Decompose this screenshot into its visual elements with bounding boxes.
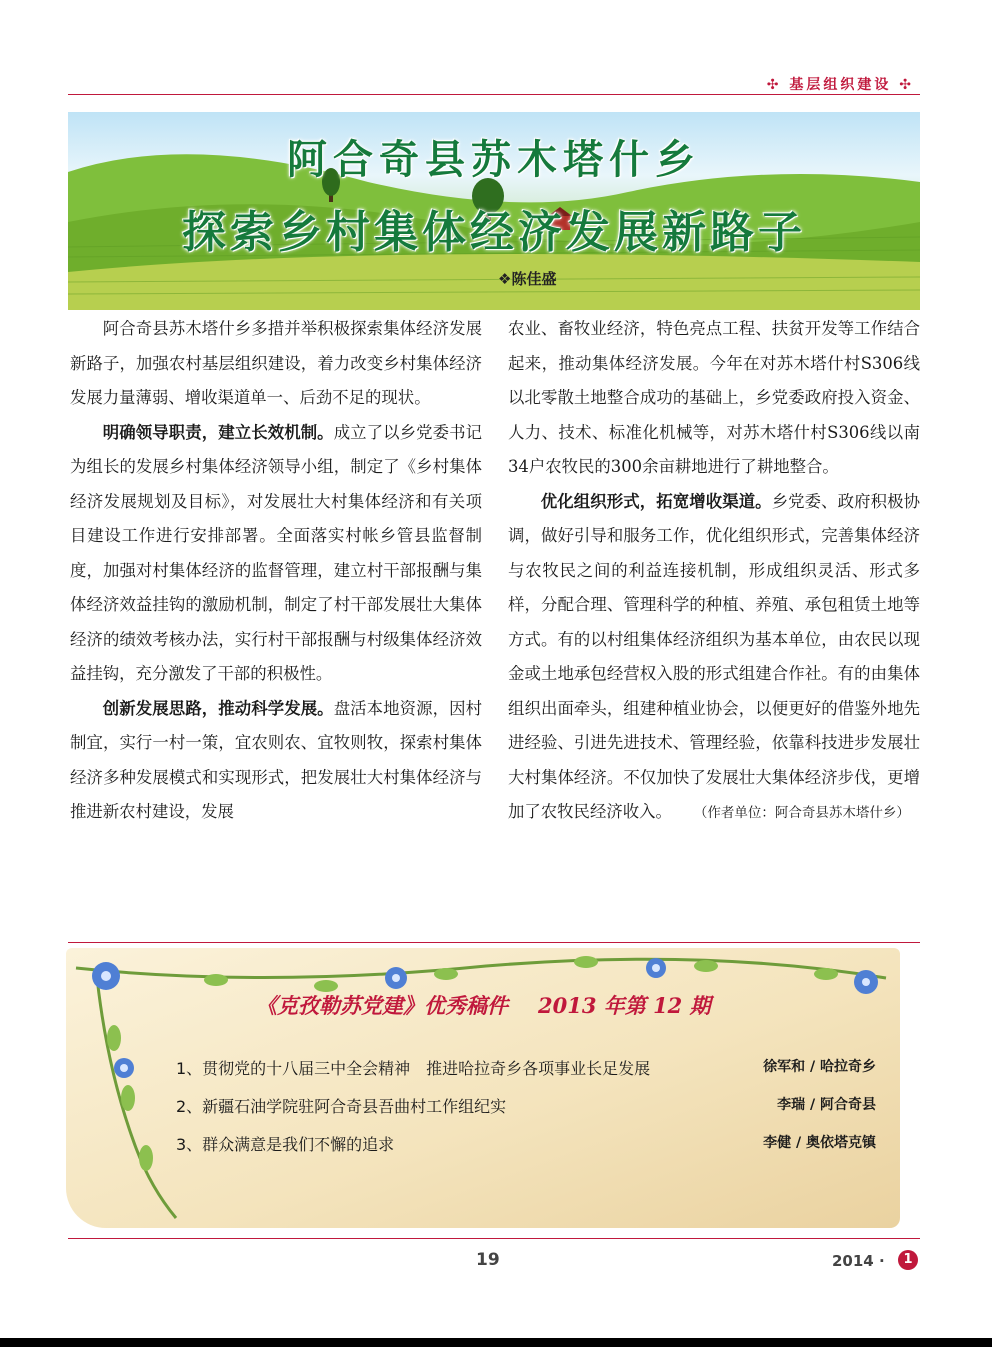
paragraph-intro: 阿合奇县苏木塔什乡多措并举积极探索集体经济发展新路子，加强农村基层组织建设，着力改变乡村集体经济发展力量薄弱、增收渠道单一、后劲不足的现状。: [70, 319, 482, 407]
issue-year: 2014 ·: [832, 1252, 885, 1270]
paragraph-innovation-cont: 农业、畜牧业经济，特色亮点工程、扶贫开发等工作结合起来，推动集体经济发展。今年在对苏木塔什村S306线以北零散土地整合成功的基础上，乡党委政府投入资金、人力、技术、标准化机械等，对苏木塔什村S306线以南34户农牧民的300余亩耕地进行了耕地整合。: [508, 319, 920, 476]
list-item-author: 李瑞 / 阿合奇县: [777, 1097, 876, 1113]
list-item-title: 3、群众满意是我们不懈的追求: [176, 1135, 395, 1154]
title-banner: [68, 112, 920, 310]
section-tag: ✣ 基层组织建设 ✣: [766, 77, 914, 93]
page-number: 19: [476, 1250, 500, 1270]
box-title-text: 《克孜勒苏党建》优秀稿件: [256, 993, 508, 1018]
list-item-title: 1、贯彻党的十八届三中全会精神 推进哈拉奇乡各项事业长足发展: [176, 1059, 651, 1078]
paragraph-heading: 优化组织形式，拓宽增收渠道。: [540, 491, 772, 511]
paragraph-body: 盘活本地资源，因村制宜，实行一村一策，宜农则农、宜牧则牧，探索村集体经济多种发展模式和实现形式，把发展壮大村集体经济与推进新农村建设，发展: [70, 698, 483, 821]
paragraph-body: 成立了以乡党委书记为组长的发展乡村集体经济领导小组，制定了《乡村集体经济发展规划及目标》，对发展壮大村集体经济和有关项目建设工作进行安排部署。全面落实村帐乡管县监督制度，加强对村集体经济的监督管理，建立村干部报酬与集体经济效益挂钩的激励机制，制定了村干部发展壮大集体经济的绩效考核办法，实行村干部报酬与村级集体经济效益挂钩，充分激发了干部的积极性。: [70, 422, 483, 683]
paragraph-body: 乡党委、政府积极协调，做好引导和服务工作，优化组织形式，完善集体经济与农牧民之间的利益连接机制，形成组织灵活、形式多样，分配合理、管理科学的种植、养殖、承包租赁土地等方式。有的以村组集体经济组织为基本单位，由农民以现金或土地承包经营权入股的形式组建合作社。有的由集体组织出面牵头，组建种植业协会，以便更好的借鉴外地先进经验、引进先进技术、管理经验，依靠科技进步发展壮大村集体经济。不仅加快了发展壮大集体经济步伐，更增加了农牧民经济收入。: [508, 491, 921, 821]
bottom-edge-bar: [0, 1338, 992, 1347]
article-title-line2: 探索乡村集体经济发展新路子: [182, 207, 806, 258]
article-column-right: [508, 312, 920, 831]
list-item[interactable]: [176, 1132, 876, 1158]
list-item[interactable]: [176, 1056, 876, 1082]
recommended-articles-box: [66, 948, 900, 1228]
paragraph-leadership: [70, 416, 482, 692]
list-item-author: 徐军和 / 哈拉奇乡: [763, 1059, 876, 1075]
list-item[interactable]: [176, 1094, 876, 1120]
list-item-title: 2、新疆石油学院驻阿合奇县吾曲村工作组纪实: [176, 1097, 507, 1116]
list-item-author: 李健 / 奥依塔克镇: [763, 1135, 876, 1151]
article-author: ❖陈佳盛: [498, 270, 557, 288]
footer-rule: [68, 1238, 920, 1239]
issue-number-badge: 1: [898, 1250, 918, 1270]
paragraph-heading: 明确领导职责，建立长效机制。: [102, 422, 334, 442]
box-issue: 2013 年第 12 期: [538, 993, 711, 1018]
box-title: [256, 990, 711, 1020]
paragraph-innovation: [70, 692, 482, 830]
author-affiliation: （作者单位：阿合奇县苏木塔什乡）: [693, 805, 910, 821]
article-title-line1: 阿合奇县苏木塔什乡: [287, 137, 701, 183]
paragraph-heading: 创新发展思路，推动科学发展。: [102, 698, 334, 718]
article-column-left: [70, 312, 482, 830]
header-rule: [68, 94, 920, 95]
paragraph-organization: [508, 485, 920, 831]
section-divider: [68, 942, 920, 943]
